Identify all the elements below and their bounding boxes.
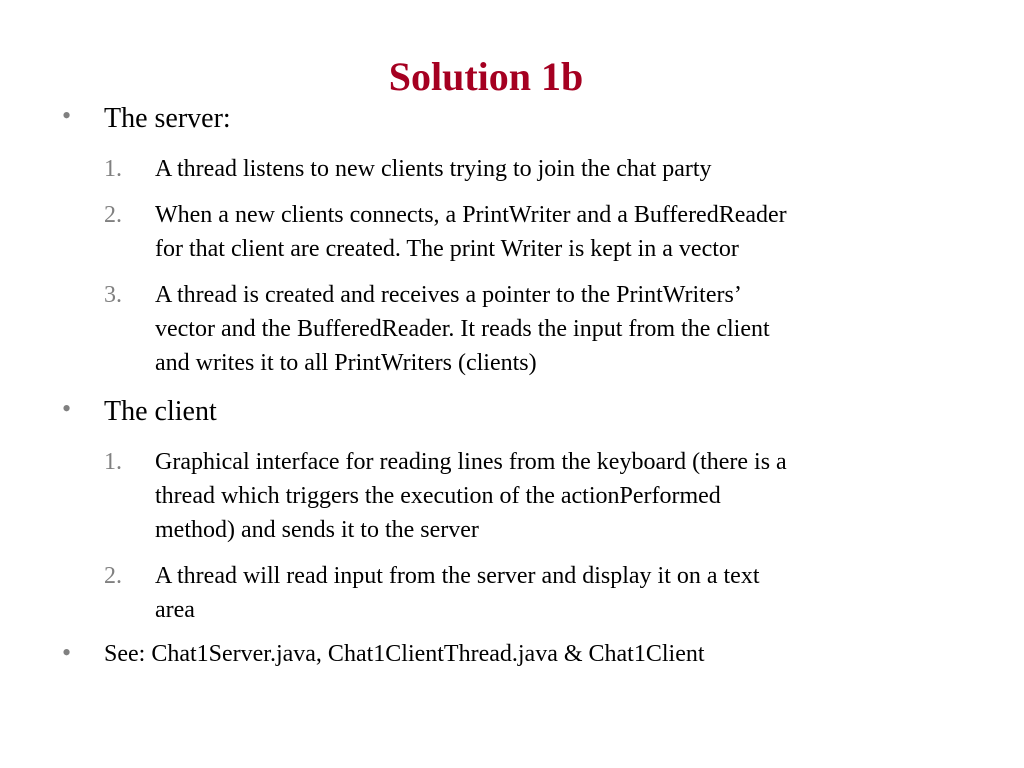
- list-item-line: and writes it to all PrintWriters (clients): [155, 350, 537, 376]
- list-item-text: [155, 198, 915, 266]
- bullet-dot-icon: •: [62, 101, 72, 130]
- list-item-line: A thread will read input from the server and display it on a text: [155, 563, 760, 589]
- list-item-line: Graphical interface for reading lines from the keyboard (there is a: [155, 449, 787, 475]
- list-item-line: for that client are created. The print Writer is kept in a vector: [155, 236, 739, 262]
- list-item-text: [155, 152, 915, 186]
- list-item-line: A thread is created and receives a pointer to the PrintWriters’: [155, 282, 742, 308]
- list-item-line: vector and the BufferedReader. It reads the input from the client: [155, 316, 770, 342]
- list-item-text: [155, 445, 915, 547]
- list-number: 1.: [104, 449, 122, 475]
- list-item-line: method) and sends it to the server: [155, 517, 479, 543]
- bullet-heading-server: The server:: [104, 103, 231, 134]
- list-item-text: [155, 278, 915, 380]
- list-item-line: thread which triggers the execution of the actionPerformed: [155, 483, 721, 509]
- list-item-line: A thread listens to new clients trying to join the chat party: [155, 156, 712, 182]
- list-number: 2.: [104, 202, 122, 228]
- slide-title: Solution 1b: [388, 54, 584, 99]
- list-item-line: When a new clients connects, a PrintWriter and a BufferedReader: [155, 202, 787, 228]
- bullet-heading-client: The client: [104, 396, 217, 427]
- see-also-text: See: Chat1Server.java, Chat1ClientThread.java & Chat1Client: [104, 641, 705, 667]
- list-number: 2.: [104, 563, 122, 589]
- bullet-dot-icon: •: [62, 638, 72, 667]
- list-item-line: area: [155, 597, 195, 623]
- list-number: 3.: [104, 282, 122, 308]
- list-number: 1.: [104, 156, 122, 182]
- bullet-dot-icon: •: [62, 394, 72, 423]
- list-item-text: [155, 559, 915, 627]
